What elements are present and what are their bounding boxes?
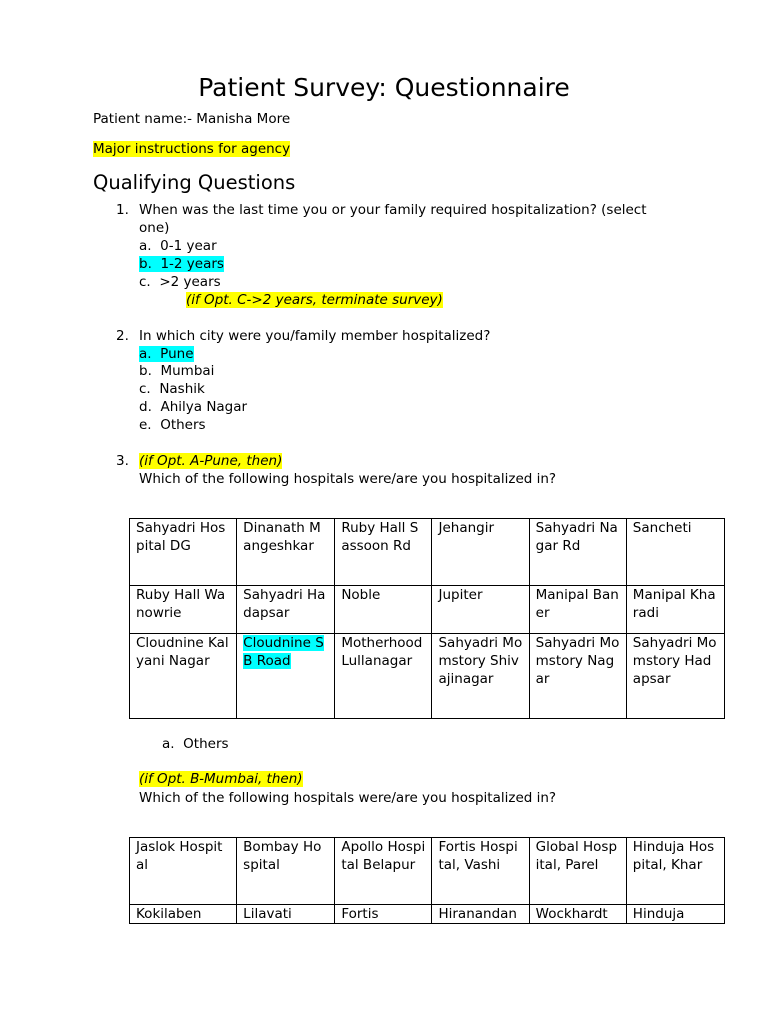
option-text: Nashik (159, 381, 205, 397)
option-text: Ahilya Nagar (160, 399, 248, 415)
table-cell: Sahyadri Momstory Shivajinagar (432, 634, 529, 719)
table-cell: Noble (335, 586, 432, 634)
q3-note-mumbai (139, 770, 303, 788)
table-cell: Fortis Hospital, Vashi (432, 838, 529, 905)
table-cell: Sahyadri Momstory Hadapsar (626, 634, 724, 719)
q2-option-a (139, 345, 194, 363)
option-text: 1-2 years (160, 256, 224, 272)
q3-number: 3. (116, 453, 129, 469)
q3-question: Which of the following hospitals were/are you hospitalized in? (139, 471, 557, 487)
table-cell: Sahyadri Momstory Nagar (529, 634, 626, 719)
table-cell: Manipal Kharadi (626, 586, 724, 634)
table-cell: Cloudnine Kalyani Nagar (130, 634, 237, 719)
q1-text-line2: one) (139, 220, 170, 236)
major-instructions-text: Major instructions for agency (93, 141, 291, 157)
q2-option-e (139, 416, 206, 434)
q1-option-a (139, 237, 217, 255)
q1-text-line1: When was the last time you or your family required hospitalization? (select (139, 202, 647, 218)
option-letter: a. (162, 736, 175, 752)
major-instructions (93, 140, 290, 158)
table-row (130, 905, 725, 924)
q3-note-pune (139, 452, 282, 470)
table-cell: Dinanath Mangeshkar (237, 519, 335, 586)
table-cell: Sahyadri Hospital DG (130, 519, 237, 586)
q1-note-text: (if Opt. C->2 years, terminate survey) (186, 292, 443, 308)
option-text: >2 years (159, 274, 221, 290)
option-letter: c. (139, 274, 151, 290)
option-letter: b. (139, 363, 152, 379)
table-cell: Kokilaben (130, 905, 237, 924)
option-text: Others (160, 417, 206, 433)
q2-option-c (139, 380, 205, 398)
option-letter: e. (139, 417, 152, 433)
q2-option-b (139, 362, 214, 380)
table-row (130, 519, 725, 586)
table-row (130, 838, 725, 905)
q2-option-d (139, 398, 247, 416)
table-cell: Sahyadri Nagar Rd (529, 519, 626, 586)
table-cell: Global Hospital, Parel (529, 838, 626, 905)
q1-number: 1. (116, 202, 129, 218)
q2-number: 2. (116, 328, 129, 344)
table-cell: Motherhood Lullanagar (335, 634, 432, 719)
section-heading: Qualifying Questions (93, 171, 296, 194)
table-cell: Fortis (335, 905, 432, 924)
q3-others-option (162, 735, 229, 753)
table-cell: Hiranandan (432, 905, 529, 924)
option-text: Mumbai (160, 363, 215, 379)
table-cell: Hinduja Hospital, Khar (626, 838, 724, 905)
pune-hospitals-table (129, 518, 725, 719)
option-letter: a. (139, 346, 152, 362)
q1-note (186, 291, 443, 309)
q1-option-b (139, 255, 224, 273)
table-cell: Wockhardt (529, 905, 626, 924)
table-cell: Apollo Hospital Belapur (335, 838, 432, 905)
table-cell: Jehangir (432, 519, 529, 586)
option-text: Pune (160, 346, 194, 362)
q3-question-mumbai: Which of the following hospitals were/are you hospitalized in? (139, 790, 557, 806)
table-cell: Sahyadri Hadapsar (237, 586, 335, 634)
selected-hospital: Cloudnine SB Road (243, 635, 324, 669)
table-cell: Bombay Hospital (237, 838, 335, 905)
table-cell: Manipal Baner (529, 586, 626, 634)
option-letter: b. (139, 256, 152, 272)
option-text: Others (183, 736, 229, 752)
q3-note-pune-text: (if Opt. A-Pune, then) (139, 453, 283, 469)
q3-note-mumbai-text: (if Opt. B-Mumbai, then) (139, 771, 303, 787)
table-cell: Ruby Hall Wanowrie (130, 586, 237, 634)
patient-name: Patient name:- Manisha More (93, 111, 291, 127)
option-text: 0-1 year (160, 238, 217, 254)
q2-text: In which city were you/family member hospitalized? (139, 328, 491, 344)
q1-option-c (139, 273, 221, 291)
option-letter: c. (139, 381, 151, 397)
option-letter: a. (139, 238, 152, 254)
table-cell-selected (237, 634, 335, 719)
mumbai-hospitals-table (129, 837, 725, 924)
option-letter: d. (139, 399, 152, 415)
table-cell: Ruby Hall Sassoon Rd (335, 519, 432, 586)
table-cell: Lilavati (237, 905, 335, 924)
table-row (130, 586, 725, 634)
page-title: Patient Survey: Questionnaire (198, 73, 570, 102)
table-cell: Jaslok Hospital (130, 838, 237, 905)
table-cell: Sancheti (626, 519, 724, 586)
table-cell: Jupiter (432, 586, 529, 634)
table-cell: Hinduja (626, 905, 724, 924)
table-row (130, 634, 725, 719)
